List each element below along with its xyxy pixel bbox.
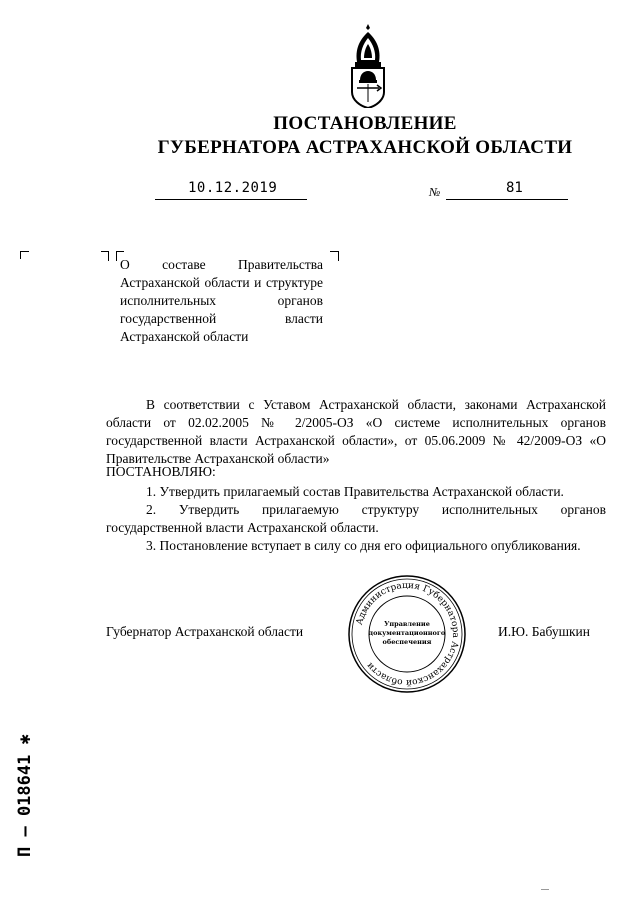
document-title: ПОСТАНОВЛЕНИЕ	[273, 113, 457, 134]
official-stamp	[347, 574, 467, 694]
serial-number: П – 018641 ✱	[15, 734, 35, 857]
svg-text:Управление: Управление	[384, 620, 430, 628]
clause-3: 3. Постановление вступает в силу со дня его официального опубликования.	[146, 538, 581, 553]
document-date: 10.12.2019	[188, 180, 278, 196]
date-underline	[155, 199, 307, 200]
svg-text:обеспечения: обеспечения	[382, 638, 432, 646]
document-subject: О составе Правительства Астраханской области и структуре исполнительных органов государственной власти Астраханской области	[120, 257, 323, 344]
signatory-name: И.Ю. Бабушкин	[498, 624, 591, 639]
svg-text:документационного: документационного	[368, 629, 446, 637]
number-label: №	[429, 185, 441, 199]
resolve-heading: ПОСТАНОВЛЯЮ:	[106, 464, 216, 479]
coat-of-arms-icon	[343, 22, 393, 108]
document-number: 81	[506, 180, 523, 196]
subject-left-bracket	[101, 251, 109, 261]
number-underline	[446, 199, 568, 200]
subject-right-bracket	[330, 251, 339, 261]
clause-1: 1. Утвердить прилагаемый состав Правительства Астраханской области.	[146, 484, 564, 499]
clause-2: 2. Утвердить прилагаемую структуру исполнительных органов государственной власти Астраханской области.	[106, 502, 606, 535]
svg-text:Администрация Губернатора Астр: Администрация Губернатора Астраханской области	[354, 580, 461, 688]
margin-corner-mark	[20, 251, 29, 259]
issuer-title: ГУБЕРНАТОРА АСТРАХАНСКОЙ ОБЛАСТИ	[157, 137, 573, 158]
signatory-position: Губернатор Астраханской области	[106, 624, 304, 639]
page-mark	[541, 889, 549, 890]
preamble-paragraph: В соответствии с Уставом Астраханской области, законами Астраханской области от 02.02.2005 № 2/2005-ОЗ «О системе исполнительных органов государственной власти Астраханской области», от 05.06.2009 № 42/2009-ОЗ «О Правительстве Астраханской области»	[106, 397, 606, 466]
